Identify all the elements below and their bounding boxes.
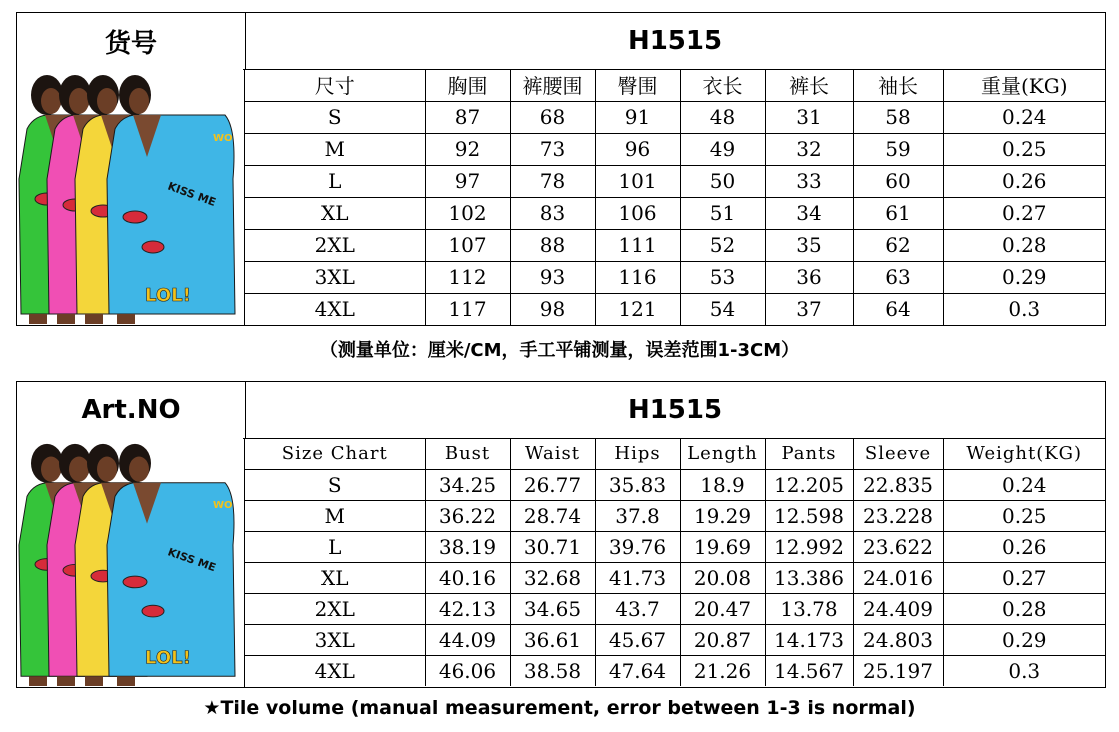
print-text: WO [213,133,233,144]
table-cell: M [245,133,425,165]
size-chart-inch [245,438,1105,686]
product-photo-illustration [17,438,243,686]
col-header: Length [680,438,765,469]
table-cell: 44.09 [425,624,510,655]
table-cell: 116 [595,261,680,293]
table-cell: 0.3 [943,293,1105,325]
print-text: KISS ME [165,179,218,210]
col-header: Bust [425,438,510,469]
table-cell: S [245,101,425,133]
table-cell: 46.06 [425,655,510,686]
table-cell: 33 [765,165,853,197]
table-cell: 3XL [245,624,425,655]
table-cell: 12.205 [765,469,853,500]
art-number-label: Art.NO [17,382,246,438]
table-cell: 43.7 [595,593,680,624]
col-header: 裤长 [765,69,853,101]
table-cell: M [245,500,425,531]
table-cell: S [245,469,425,500]
table-cell: 64 [853,293,943,325]
table-cell: 4XL [245,293,425,325]
col-header: Waist [510,438,595,469]
art-number-row [17,382,1105,439]
table-cell: 21.26 [680,655,765,686]
table-cell: 24.016 [853,562,943,593]
table-cell: 3XL [245,261,425,293]
table-cell: 106 [595,197,680,229]
table-cell: 24.409 [853,593,943,624]
table-cell: 0.26 [943,531,1105,562]
table-cell: 37.8 [595,500,680,531]
table-cell: 83 [510,197,595,229]
table-cell: 18.9 [680,469,765,500]
table-cell: 34 [765,197,853,229]
table-cell: L [245,165,425,197]
col-header: 袖长 [853,69,943,101]
table-cell: 50 [680,165,765,197]
table-cell: 78 [510,165,595,197]
table-cell: 26.77 [510,469,595,500]
table-cell: 14.173 [765,624,853,655]
table-cell: 102 [425,197,510,229]
table-cell: 0.25 [943,133,1105,165]
art-number-label: 货号 [17,13,246,69]
table-row [245,293,1105,325]
table-header-row [245,69,1105,101]
table-cell: 54 [680,293,765,325]
table-cell: 36.61 [510,624,595,655]
table-cell: 0.29 [943,261,1105,293]
print-text: WO [212,500,233,511]
table-cell: 2XL [245,593,425,624]
table-cell: 98 [510,293,595,325]
table-row [245,500,1105,531]
table-cell: 111 [595,229,680,261]
table-cell: 20.08 [680,562,765,593]
table-cell: 117 [425,293,510,325]
table-cell: 49 [680,133,765,165]
table-cell: 34.25 [425,469,510,500]
art-number-row [17,13,1105,70]
size-chart-cm [245,69,1105,325]
table-row [245,655,1105,686]
table-cell: 112 [425,261,510,293]
table-cell: 93 [510,261,595,293]
col-header: 裤腰围 [510,69,595,101]
table-cell: 12.992 [765,531,853,562]
product-photo-illustration [17,69,243,324]
table-cell: 47.64 [595,655,680,686]
col-header: Pants [765,438,853,469]
table-cell: 52 [680,229,765,261]
col-header: Weight(KG) [943,438,1105,469]
col-header: Hips [595,438,680,469]
col-header: 胸围 [425,69,510,101]
table-cell: 0.28 [943,229,1105,261]
table-cell: 28.74 [510,500,595,531]
table-cell: 0.29 [943,624,1105,655]
table-cell: 0.27 [943,562,1105,593]
col-header: Size Chart [245,438,425,469]
product-photo [17,438,245,687]
table-row [245,593,1105,624]
table-row [245,165,1105,197]
table-row [245,229,1105,261]
table-cell: 31 [765,101,853,133]
table-cell: 88 [510,229,595,261]
table-cell: 34.65 [510,593,595,624]
table-cell: 61 [853,197,943,229]
table-cell: 32.68 [510,562,595,593]
table-cell: 48 [680,101,765,133]
table-cell: 63 [853,261,943,293]
table-cell: 38.19 [425,531,510,562]
table-cell: 37 [765,293,853,325]
table-cell: 38.58 [510,655,595,686]
table-cell: 24.803 [853,624,943,655]
table-cell: 13.78 [765,593,853,624]
table-cell: 0.25 [943,500,1105,531]
col-header: 重量(KG) [943,69,1105,101]
table-cell: 0.26 [943,165,1105,197]
col-header: 衣长 [680,69,765,101]
size-table-en [16,381,1106,688]
table-cell: 107 [425,229,510,261]
table-cell: 13.386 [765,562,853,593]
table-row [245,133,1105,165]
table-header-row [245,438,1105,469]
table-cell: 36.22 [425,500,510,531]
table-cell: 0.28 [943,593,1105,624]
print-text: LOL! [145,285,191,306]
col-header: 臀围 [595,69,680,101]
print-text: LOL! [145,648,191,669]
table-cell: 25.197 [853,655,943,686]
col-header: Sleeve [853,438,943,469]
table-cell: 36 [765,261,853,293]
table-cell: 19.69 [680,531,765,562]
table-row [245,469,1105,500]
table-cell: 14.567 [765,655,853,686]
table-cell: L [245,531,425,562]
table-cell: 2XL [245,229,425,261]
table-row [245,562,1105,593]
table-cell: 97 [425,165,510,197]
table-row [245,531,1105,562]
table-cell: 20.47 [680,593,765,624]
table-row [245,261,1105,293]
table-cell: 59 [853,133,943,165]
table-row [245,101,1105,133]
table-cell: 23.228 [853,500,943,531]
table-cell: 0.3 [943,655,1105,686]
table-row [245,197,1105,229]
table-cell: 62 [853,229,943,261]
measurement-note-cn: （测量单位：厘米/CM，手工平铺测量，误差范围1-3CM） [319,340,800,361]
print-text: KISS ME [165,545,218,575]
table-cell: 41.73 [595,562,680,593]
table-cell: 58 [853,101,943,133]
table-cell: 12.598 [765,500,853,531]
table-cell: 53 [680,261,765,293]
table-cell: 0.24 [943,469,1105,500]
table-cell: 0.27 [943,197,1105,229]
table-cell: 87 [425,101,510,133]
art-number-value: H1515 [627,26,723,56]
table-cell: 0.24 [943,101,1105,133]
table-cell: 20.87 [680,624,765,655]
table-cell: 91 [595,101,680,133]
table-cell: 96 [595,133,680,165]
table-cell: 22.835 [853,469,943,500]
measurement-note-en: ★Tile volume (manual measurement, error between 1-3 is normal) [203,697,916,719]
table-cell: 42.13 [425,593,510,624]
table-cell: 23.622 [853,531,943,562]
table-cell: 30.71 [510,531,595,562]
table-cell: 68 [510,101,595,133]
art-number-value: H1515 [627,395,723,425]
table-row [245,624,1105,655]
table-cell: 4XL [245,655,425,686]
size-table-cn [16,12,1106,326]
table-cell: 92 [425,133,510,165]
table-cell: 32 [765,133,853,165]
table-cell: 73 [510,133,595,165]
table-cell: 60 [853,165,943,197]
table-cell: 101 [595,165,680,197]
product-photo [17,69,245,325]
table-cell: 121 [595,293,680,325]
table-cell: XL [245,562,425,593]
table-cell: 45.67 [595,624,680,655]
table-cell: 40.16 [425,562,510,593]
table-cell: 39.76 [595,531,680,562]
col-header: 尺寸 [245,69,425,101]
table-cell: 35 [765,229,853,261]
table-cell: 35.83 [595,469,680,500]
table-cell: 51 [680,197,765,229]
table-cell: 19.29 [680,500,765,531]
table-cell: XL [245,197,425,229]
